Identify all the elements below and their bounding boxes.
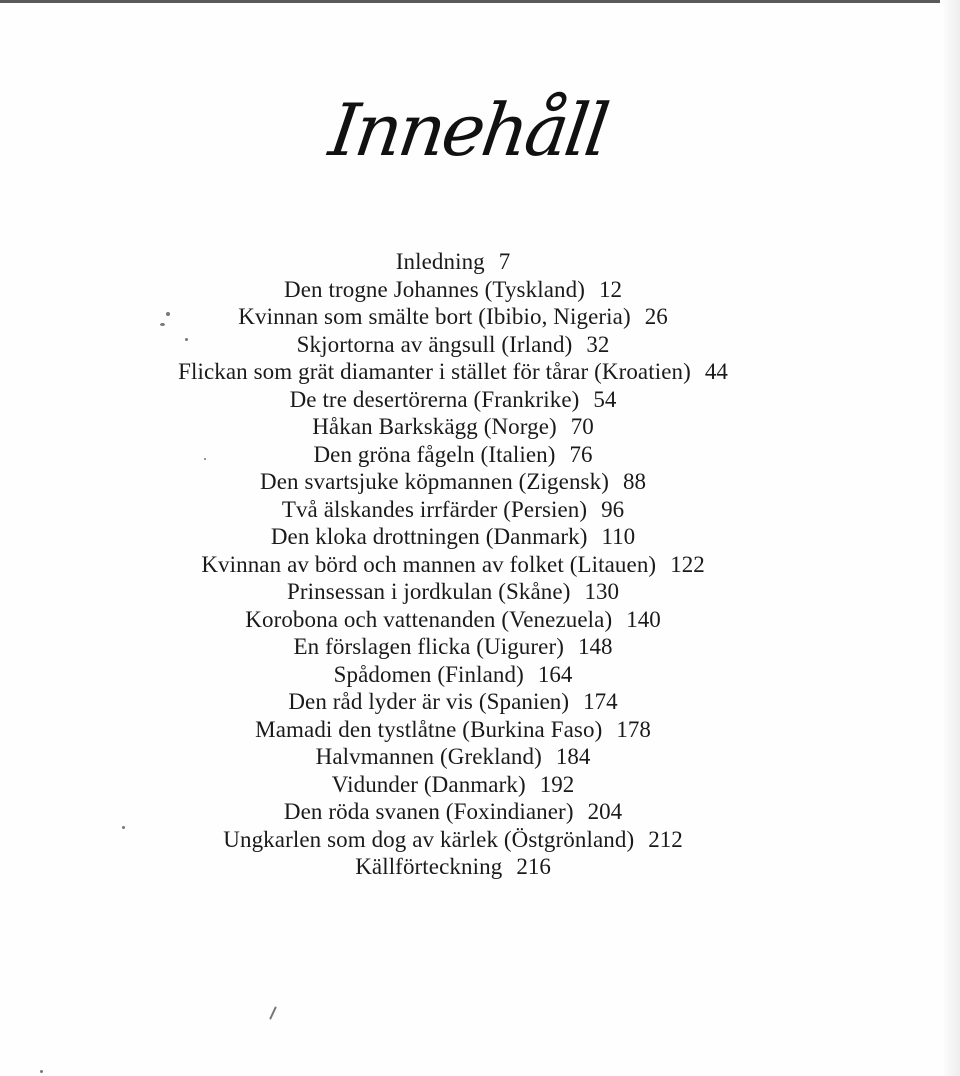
toc-entry — [0, 606, 906, 634]
toc-entry-title: Flickan som grät diamanter i stället för tårar (Kroatien) — [178, 359, 691, 384]
toc-entry-page: 184 — [555, 744, 591, 769]
toc-entry — [0, 276, 906, 304]
toc-entry-title: Korobona och vattenanden (Venezuela) — [245, 606, 613, 632]
toc-entry-page: 130 — [584, 579, 619, 604]
dust-speck — [269, 1006, 277, 1020]
toc-entry — [0, 551, 906, 579]
page-title: Innehåll — [324, 88, 612, 172]
table-of-contents — [0, 248, 906, 881]
toc-entry-title: Kvinnan av börd och mannen av folket (Litauen) — [201, 551, 657, 577]
toc-entry-title: Ungkarlen som dog av kärlek (Östgrönland) — [223, 826, 635, 852]
toc-entry-page: 7 — [498, 249, 511, 274]
toc-entry-page: 204 — [587, 799, 623, 824]
toc-entry-title: Mamadi den tystlåtne (Burkina Faso) — [255, 716, 603, 742]
toc-entry-title: Kvinnan som smälte bort (Ibibio, Nigeria) — [238, 304, 631, 329]
top-edge-line — [0, 0, 940, 3]
toc-entry — [0, 303, 906, 331]
toc-entry — [0, 633, 906, 661]
toc-entry-page: 70 — [570, 414, 594, 439]
toc-entry-title: Vidunder (Danmark) — [331, 771, 526, 797]
toc-entry — [0, 688, 906, 716]
toc-entry-page: 174 — [583, 689, 618, 714]
toc-entry-page: 88 — [622, 469, 646, 494]
toc-entry-title: En förslagen flicka (Uigurer) — [293, 634, 564, 659]
toc-entry-page: 140 — [626, 606, 661, 632]
toc-entry-page: 148 — [577, 634, 613, 659]
toc-entry-page: 216 — [516, 854, 551, 879]
toc-entry — [0, 248, 906, 276]
toc-entry — [0, 413, 906, 441]
dust-speck — [185, 338, 188, 341]
toc-entry-page: 122 — [670, 551, 705, 577]
toc-entry — [0, 496, 906, 524]
dust-speck — [204, 458, 206, 460]
toc-entry — [0, 441, 906, 469]
dust-speck — [160, 323, 165, 326]
toc-entry-page: 26 — [644, 304, 668, 329]
toc-entry-title: Två älskandes irrfärder (Persien) — [281, 496, 588, 522]
dust-speck — [40, 1070, 43, 1073]
toc-entry — [0, 661, 906, 689]
toc-entry — [0, 743, 906, 771]
toc-entry-title: Spådomen (Finland) — [333, 661, 524, 687]
toc-entry-page: 44 — [704, 359, 728, 384]
toc-entry-page: 32 — [586, 331, 610, 357]
toc-entry-title: Den trogne Johannes (Tyskland) — [284, 276, 585, 302]
toc-entry — [0, 853, 906, 881]
toc-entry-page: 54 — [593, 386, 617, 412]
toc-entry-page: 110 — [601, 524, 636, 549]
toc-entry-page: 12 — [598, 276, 622, 302]
toc-entry — [0, 578, 906, 606]
toc-entry-page: 178 — [616, 716, 651, 742]
toc-entry — [0, 468, 906, 496]
toc-entry-title: Den gröna fågeln (Italien) — [313, 441, 556, 467]
toc-entry-title: Den svartsjuke köpmannen (Zigensk) — [260, 469, 609, 494]
toc-entry-title: Halvmannen (Grekland) — [315, 744, 542, 769]
toc-entry — [0, 771, 906, 799]
toc-entry-title: Den röda svanen (Foxindianer) — [283, 799, 574, 824]
toc-entry — [0, 798, 906, 826]
toc-entry-page: 76 — [569, 441, 593, 467]
toc-entry-title: Inledning — [395, 249, 485, 274]
toc-entry-page: 164 — [537, 661, 573, 687]
toc-entry-title: Håkan Barkskägg (Norge) — [312, 414, 557, 439]
dust-speck — [122, 826, 125, 829]
toc-entry-page: 192 — [539, 771, 575, 797]
toc-entry — [0, 331, 906, 359]
toc-entry — [0, 716, 906, 744]
toc-entry-page: 96 — [601, 496, 625, 522]
page-edge-shadow — [944, 0, 960, 1076]
toc-entry — [0, 523, 906, 551]
toc-entry — [0, 358, 906, 386]
toc-entry — [0, 826, 906, 854]
toc-entry-title: Prinsessan i jordkulan (Skåne) — [287, 579, 571, 604]
toc-entry-title: Källförteckning — [355, 854, 503, 879]
toc-entry-title: Den kloka drottningen (Danmark) — [270, 524, 588, 549]
dust-speck — [166, 312, 170, 316]
toc-entry-page: 212 — [648, 826, 683, 852]
toc-entry-title: Den råd lyder är vis (Spanien) — [288, 689, 570, 714]
toc-entry-title: Skjortorna av ängsull (Irland) — [296, 331, 573, 357]
toc-entry-title: De tre desertörerna (Frankrike) — [289, 386, 580, 412]
toc-entry — [0, 386, 906, 414]
